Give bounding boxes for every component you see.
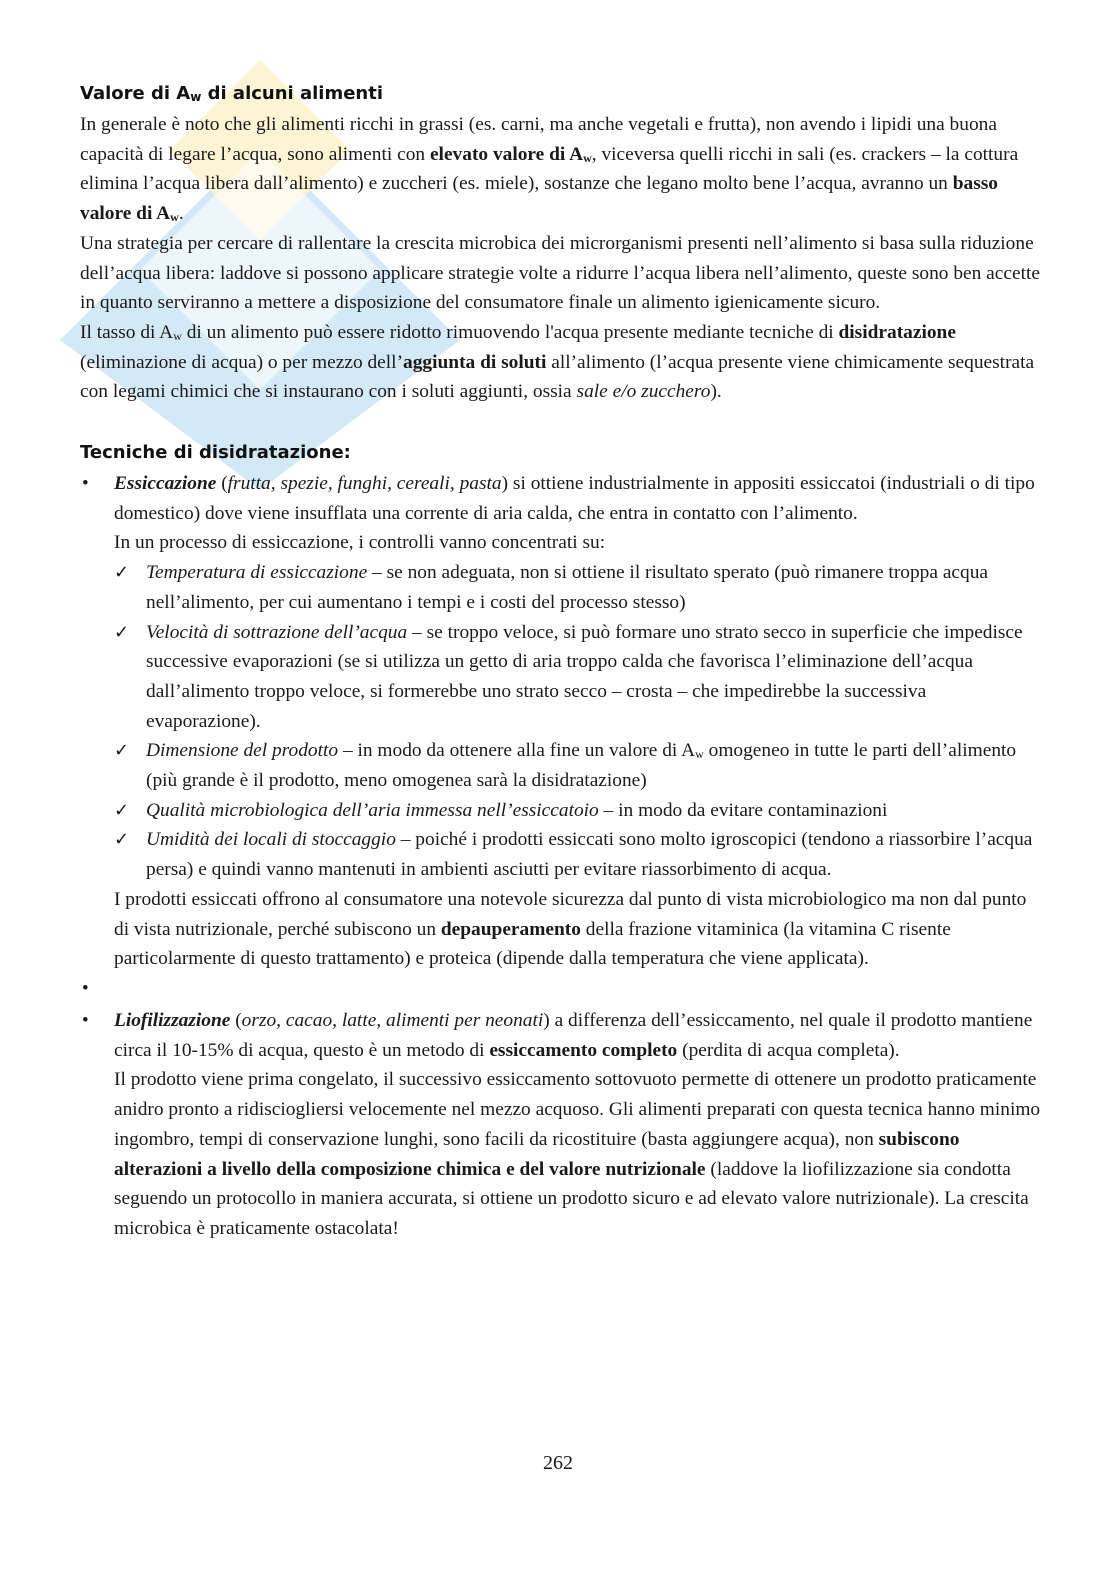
- essiccazione-controls-intro: In un processo di essiccazione, i controlli vanno concentrati su:: [114, 532, 606, 554]
- check-item: ✓ Velocità di sottrazione dell’acqua – se troppo veloce, si può formare uno strato secco in superficie che impedisce successive evaporazioni (se si utilizza un getto di aria troppo calda che favorisca l’eliminazione dell’acqua dall’alimento troppo veloce, si formerebbe uno strato secco – crosta – che impedirebbe la successiva evaporazione).: [114, 618, 1045, 737]
- checkmark-icon: ✓: [114, 740, 130, 762]
- paragraph-reduction: Il tasso di $A_w$ di un alimento può essere ridotto rimuovendo l'acqua presente mediante tecniche di disidratazione (eliminazione di acqua) o per mezzo dell’aggiunta di soluti all’alimento (l’acqua presente viene chimicamente sequestrata con legami chimici che si instaurano con i soluti aggiunti, ossia sale e/o zucchero).: [80, 321, 1035, 403]
- check-item: ✓ Umidità dei locali di stoccaggio – poiché i prodotti essiccati sono molto igroscopici (tendono a riassorbire l’acqua persa) e quindi vanno mantenuti in ambienti asciutti per evitare riassorbimento di acqua.: [114, 825, 1045, 884]
- page-number: 262: [543, 1452, 573, 1474]
- checkmark-icon: ✓: [114, 562, 130, 584]
- essiccazione-conclusion: I prodotti essiccati offrono al consumatore una notevole sicurezza dal punto di vista microbiologico ma non dal punto di vista nutrizionale, perché subiscono un depauperamento della frazione vitaminica (la vitamina C risente particolarmente di questo trattamento) e proteica (dipende dalla temperatura che viene applicata).: [114, 888, 1027, 970]
- check-item: ✓ Temperatura di essiccazione – se non adeguata, non si ottiene il risultato sperato (può rimanere troppa acqua nell’alimento, per cui aumentano i tempi e i costi del processo stesso): [114, 558, 1045, 617]
- list-item-essiccazione: [80, 469, 1045, 974]
- list-spacer: [80, 974, 1045, 1006]
- liofilizzazione-intro: • Liofilizzazione (orzo, cacao, latte, alimenti per neonati) a differenza dell’essiccamento, nel quale il prodotto mantiene circa il 10-15% di acqua, questo è un metodo di essiccamento completo (perdita di acqua completa).: [114, 1009, 1033, 1061]
- paragraph-aw-intro: In generale è noto che gli alimenti ricchi in grassi (es. carni, ma anche vegetali e frutta), non avendo i lipidi una buona capacità di legare l’acqua, sono alimenti con elevato valore di $A_w$, viceversa quelli ricchi in sali (es. crackers – la cottura elimina l’acqua libera dall’alimento) e zuccheri (es. miele), sostanze che legano molto bene l’acqua, avranno un basso valore di $A_w$.: [80, 114, 1019, 225]
- checkmark-icon: ✓: [114, 621, 130, 643]
- section-heading-aw: Valore di $A_w$ di alcuni alimenti: [80, 83, 384, 104]
- techniques-list: [80, 469, 1045, 1244]
- controls-checklist: [114, 558, 1045, 885]
- check-item: ✓ Qualità microbiologica dell’aria immessa nell’essiccatoio – in modo da evitare contaminazioni: [114, 796, 1045, 826]
- liofilizzazione-process: Il prodotto viene prima congelato, il successivo essiccamento sottovuoto permette di ottenere un prodotto praticamente anidro pronto a ridisciogliersi velocemente nel mezzo acquoso. Gli alimenti preparati con questa tecnica hanno minimo ingombro, tempi di conservazione lunghi, sono facili da ricostituire (basta aggiungere acqua), non subiscono alterazioni a livello della composizione chimica e del valore nutrizionale (laddove la liofilizzazione sia condotta seguendo un protocollo in maniera accurata, si ottiene un prodotto sicuro e ad elevato valore nutrizionale). La crescita microbica è praticamente ostacolata!: [114, 1069, 1041, 1239]
- page-content: [80, 78, 1045, 1244]
- list-item-liofilizzazione: [80, 1006, 1045, 1244]
- checkmark-icon: ✓: [114, 799, 130, 821]
- section-heading-disidratazione: Tecniche di disidratazione:: [80, 442, 351, 464]
- paragraph-strategy: Una strategia per cercare di rallentare la crescita microbica dei microrganismi presenti nell’alimento si basa sulla riduzione dell’acqua libera: laddove si possono applicare strategie volte a ridurre l’acqua libera nell’alimento, queste sono ben accette in quanto serviranno a mettere a disposizione del consumatore finale un alimento igienicamente sicuro.: [80, 232, 1040, 314]
- essiccazione-intro: • Essiccazione (frutta, spezie, funghi, cereali, pasta) si ottiene industrialmente in appositi essiccatoi (industriali o di tipo domestico) dove viene insufflata una corrente di aria calda, che entra in contatto con l’alimento.: [114, 473, 1035, 524]
- checkmark-icon: ✓: [114, 829, 130, 851]
- check-item: ✓ Dimensione del prodotto – in modo da ottenere alla fine un valore di $A_w$ omogeneo in tutte le parti dell’alimento (più grande è il prodotto, meno omogenea sarà la disidratazione): [114, 736, 1045, 795]
